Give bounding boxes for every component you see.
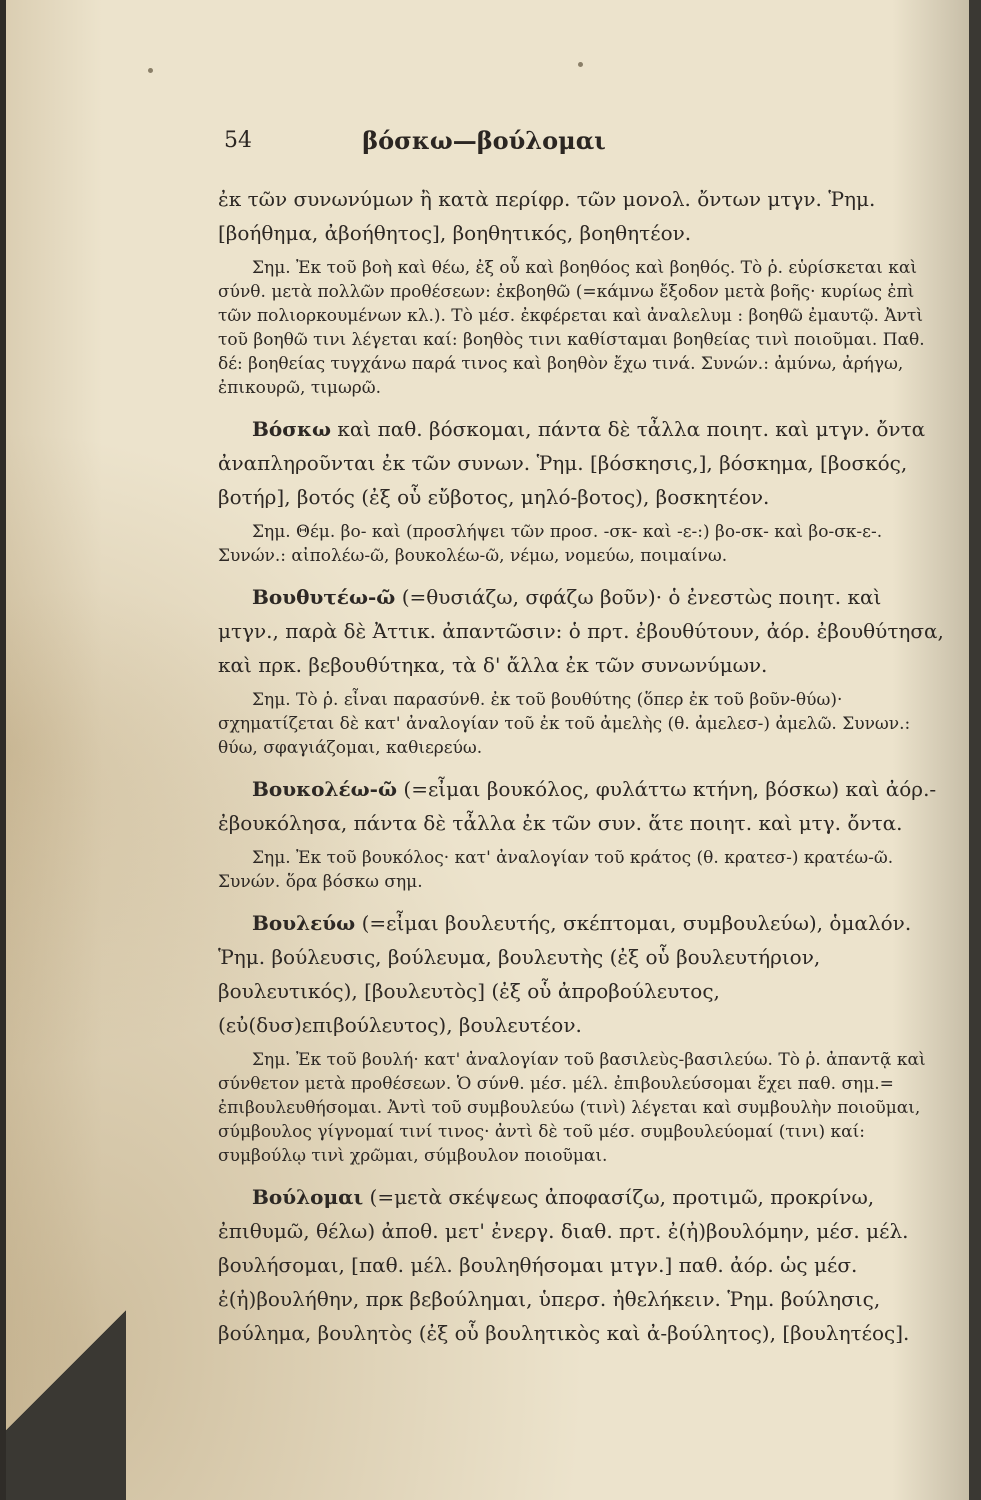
entry-paragraph: Βουλεύω (=εἶμαι βουλευτής, σκέπτομαι, συμβουλεύω), ὁμαλόν. Ῥημ. βούλευσις, βούλευμα, βουλευτὴς (ἐξ οὗ βουλευτήριον, βουλευτικός), [βουλευτὸς] (ἐξ οὗ ἀπροβούλευτος, (εὐ(δυσ)επιβούλευτος), βουλευτέον. (218, 911, 912, 1037)
note-paragraph: Σημ. Ἐκ τοῦ βουλή· κατ' ἀναλογίαν τοῦ βασιλεὺς-βασιλεύω. Τὸ ῥ. ἀπαντᾷ καὶ σύνθετον μετὰ προθέσεων. Ὁ σύνθ. μέσ. μέλ. ἐπιβουλεύσομαι ἔχει παθ. σημ.= ἐπιβουλευθήσομαι. Ἀντὶ τοῦ συμβουλεύω (τινὶ) λέγεται καὶ συμβουλὴν ποιοῦμαι, σύμβουλος γίγνομαί τινί τινος· ἀντὶ δὲ τοῦ μέσ. συμβουλεύομαί (τινι) καί: συμβούλῳ τινὶ χρῶμαι, σύμβουλον ποιοῦμαι. (218, 1050, 926, 1166)
entry-paragraph: Βουθυτέω-ῶ (=θυσιάζω, σφάζω βοῦν)· ὁ ἐνεστὼς ποιητ. καὶ μτγν., παρὰ δὲ Ἀττικ. ἀπαντῶσιν: ὁ πρτ. ἐβουθύτουν, ἀόρ. ἐβουθύτησα, καὶ πρκ. βεβουθύτηκα, τὰ δ' ἄλλα ἐκ τῶν συνωνύμων. (218, 585, 944, 677)
paper-spot (578, 62, 583, 67)
dictionary-body (218, 182, 948, 1356)
note-paragraph: Σημ. Τὸ ῥ. εἶναι παρασύνθ. ἐκ τοῦ βουθύτης (ὅπερ ἐκ τοῦ βοῦν-θύω)· σχηματίζεται δὲ κατ' ἀναλογίαν τοῦ ἐκ τοῦ ἀμελὴς (θ. ἀμελεσ-) ἀμελῶ. Συνων.: θύω, σφαγιάζομαι, καθιερεύω. (218, 690, 911, 758)
paper-spot (148, 68, 153, 73)
entry-paragraph: Βόσκω καὶ παθ. βόσκομαι, πάντα δὲ τἆλλα ποιητ. καὶ μτγν. ὄντα ἀναπληροῦνται ἐκ τῶν συνων. Ῥημ. [βόσκησις,], βόσκημα, [βοσκός, βοτήρ], βοτός (ἐξ οὗ εὔβοτος, μηλό-βοτος), βοσκητέον. (218, 417, 926, 509)
entry-headword: Βούλομαι (252, 1185, 364, 1209)
entry-headword: Βουλεύω (252, 911, 356, 935)
running-header (224, 128, 744, 164)
page-title: βόσκω—βούλομαι (362, 126, 606, 155)
entry-headword: Βόσκω (252, 417, 332, 441)
entry-headword: Βουθυτέω-ῶ (252, 585, 396, 609)
note-paragraph: Σημ. Ἐκ τοῦ βουκόλος· κατ' ἀναλογίαν τοῦ κράτος (θ. κρατεσ-) κρατέω-ῶ. Συνών. ὅρα βόσκω σημ. (218, 848, 894, 892)
entry-paragraph: Βούλομαι (=μετὰ σκέψεως ἀποφασίζω, προτιμῶ, προκρίνω, ἐπιθυμῶ, θέλω) ἀποθ. μετ' ἐνεργ. διαθ. πρτ. ἐ(ἠ)βουλόμην, μέσ. μέλ. βουλήσομαι, [παθ. μέλ. βουληθήσομαι μτγν.] παθ. ἀόρ. ὡς μέσ. ἐ(ἠ)βουλήθην, πρκ βεβούλημαι, ὑπερσ. ἠθελήκειν. Ῥημ. βούλησις, βούλημα, βουλητὸς (ἐξ οὗ βουλητικὸς καὶ ἀ-βούλητος), [βουλητέος]. (218, 1185, 910, 1345)
page-number: 54 (224, 128, 252, 153)
entry-paragraph: Βουκολέω-ῶ (=εἶμαι βουκόλος, φυλάττω κτήνη, βόσκω) καὶ ἀόρ.-ἐβουκόλησα, πάντα δὲ τἆλλα ἐκ τῶν συν. ἅτε ποιητ. καὶ μτγ. ὄντα. (218, 777, 937, 835)
note-paragraph: Σημ. Ἐκ τοῦ βοὴ καὶ θέω, ἐξ οὗ καὶ βοηθόος καὶ βοηθός. Τὸ ῥ. εὑρίσκεται καὶ σύνθ. μετὰ πολλῶν προθέσεων: ἐκβοηθῶ (=κάμνω ἔξοδον μετὰ βοῆς· κυρίως ἐπὶ τῶν πολιορκουμένων κλ.). Τὸ μέσ. ἐκφέρεται καὶ ἀναλελυμ : βοηθῶ ἐμαυτῷ. Ἀντὶ τοῦ βοηθῶ τινι λέγεται καί: βοηθὸς τινι καθίσταμαι βοηθείας τινὶ ποιοῦμαι. Παθ. δέ: βοηθείας τυγχάνω παρά τινος καὶ βοηθὸν ἔχω τινά. Συνών.: ἀμύνω, ἀρήγω, ἐπικουρῶ, τιμωρῶ. (218, 258, 925, 398)
paragraph: ἐκ τῶν συνωνύμων ἢ κατὰ περίφρ. τῶν μονολ. ὄντων μτγν. Ῥημ. [βοήθημα, ἀβοήθητος], βοηθητικός, βοηθητέον. (218, 187, 876, 245)
entry-headword: Βουκολέω-ῶ (252, 777, 398, 801)
note-paragraph: Σημ. Θέμ. βο- καὶ (προσλήψει τῶν προσ. -σκ- καὶ -ε-:) βο-σκ- καὶ βο-σκ-ε-. Συνών.: αἰπολέω-ῶ, βουκολέω-ῶ, νέμω, νομεύω, ποιμαίνω. (218, 522, 883, 566)
